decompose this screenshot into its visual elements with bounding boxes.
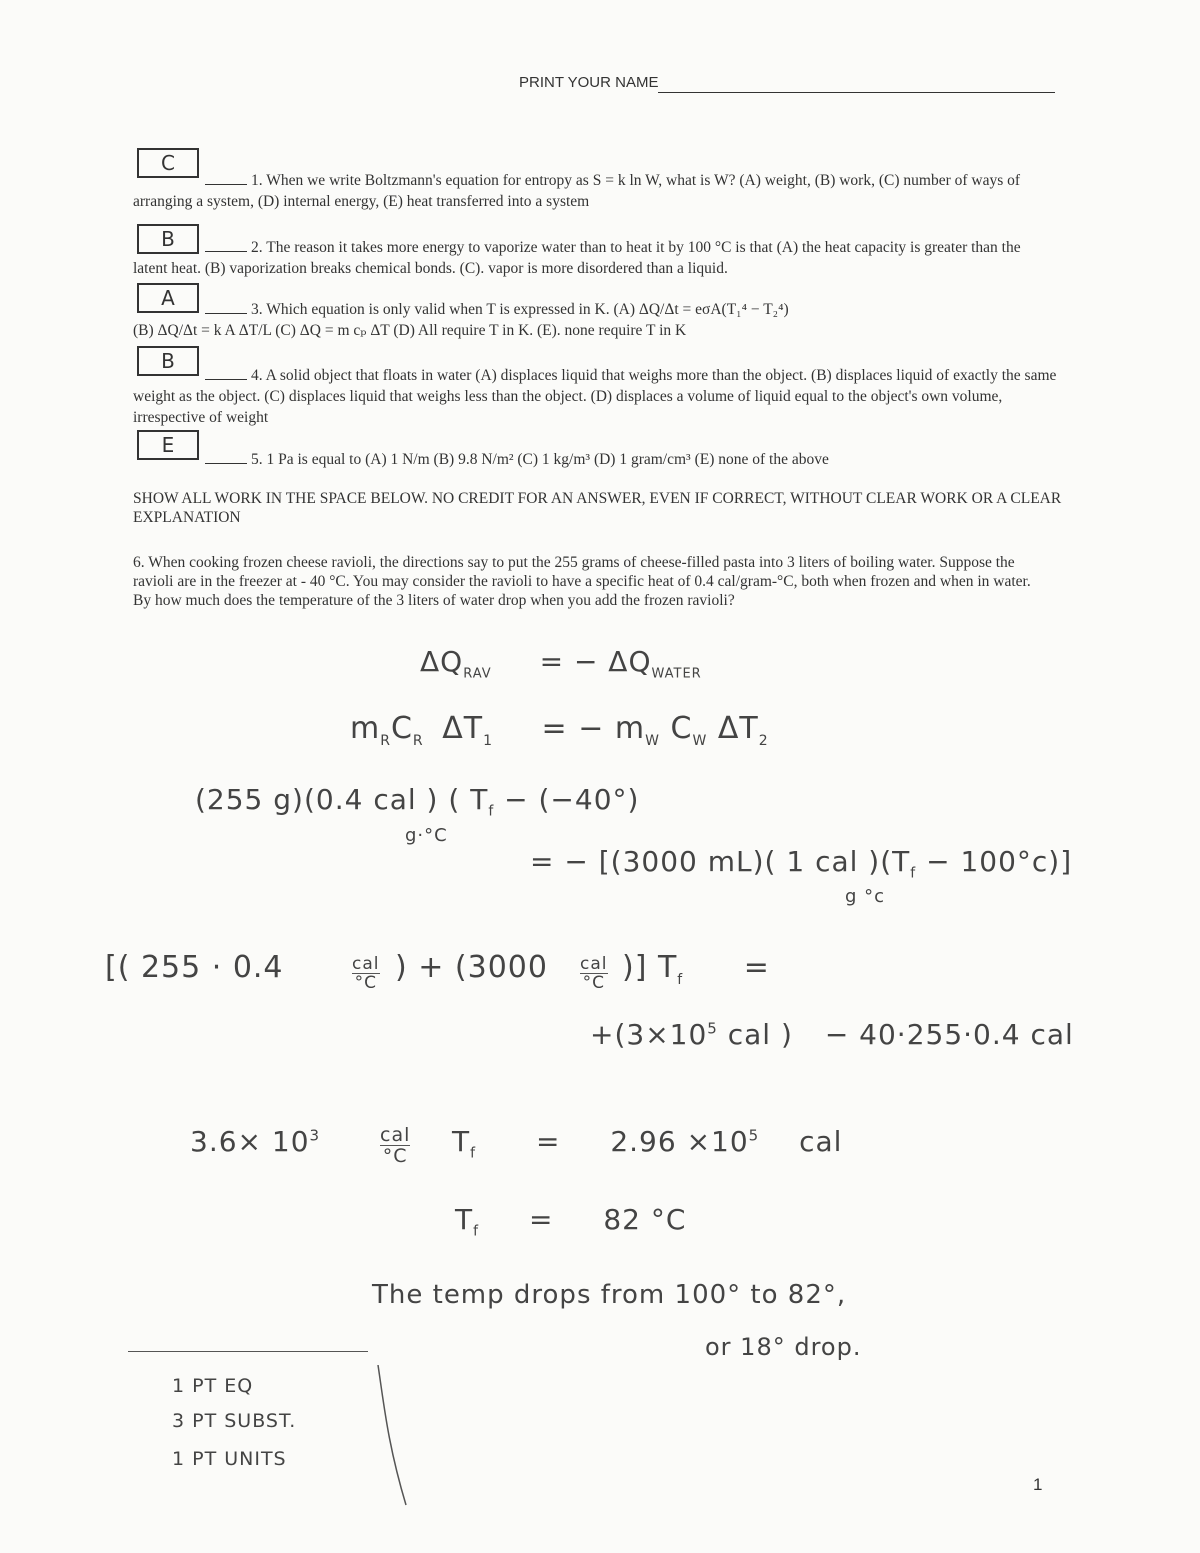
work-l2-rhs-c-sub: W: [692, 733, 708, 749]
work-line-7-lhs: [190, 1125, 320, 1158]
work-l2-dt-sub: 1: [483, 733, 493, 749]
work-l2-rhs-c: C: [670, 711, 693, 746]
question-number-5: 5.: [251, 451, 263, 468]
grading-line-1: 1 PT EQ: [172, 1375, 254, 1397]
answer-blank-3: [205, 313, 247, 314]
work-l7-t: T: [452, 1125, 471, 1158]
work-l7-t-sub: f: [470, 1145, 477, 1162]
work-l2-c-sub: R: [412, 733, 424, 749]
work-l7-coef: 3.6× 10: [190, 1125, 310, 1158]
conclusion-line-2: or 18° drop.: [705, 1333, 862, 1361]
question-number-1: 1.: [251, 172, 263, 189]
work-line-5-unit-a: [352, 955, 380, 992]
name-blank-line[interactable]: [658, 92, 1055, 93]
answer-box-3[interactable]: A: [137, 283, 199, 313]
grading-line-3: 1 PT UNITS: [172, 1448, 287, 1470]
work-line-7-rhs: [452, 1125, 842, 1162]
work-line-1: [420, 645, 702, 682]
work-line-5-close: [622, 950, 770, 988]
question-2: [133, 237, 1058, 279]
work-line-2: [350, 711, 769, 749]
work-l7-rhs-exp: 5: [748, 1126, 760, 1145]
work-line-3-unit: g·°C: [405, 825, 448, 846]
work-l2-m: m: [350, 711, 381, 746]
work-line-8: [455, 1203, 686, 1240]
work-l4-sub: f: [910, 865, 917, 882]
answer-box-2[interactable]: B: [137, 224, 199, 254]
work-l6-end: − 40·255·0.4 cal: [824, 1018, 1074, 1051]
work-l2-rhs-dt-sub: 2: [758, 733, 769, 749]
work-line-3: [195, 783, 639, 820]
work-l7-exp: 3: [309, 1126, 321, 1145]
answer-blank-1: [205, 184, 247, 185]
work-l3-end: − (−40°): [494, 783, 640, 816]
answer-blank-2: [205, 251, 247, 252]
work-line-7-unit: [380, 1125, 410, 1166]
page-number: 1: [1033, 1475, 1043, 1494]
work-line-4: [530, 845, 1072, 882]
work-l5-close: )] T: [622, 950, 678, 985]
answer-blank-5: [205, 463, 247, 464]
work-l8-t: T: [455, 1203, 474, 1236]
question-text-4: A solid object that floats in water (A) displaces liquid that weighs more than the object. (B) displaces liquid of exactly the same weight as the object. (C) displaces liquid that weighs less than the object. (D) displaces a volume of liquid equal to the object's own volume, irrespective of weight: [133, 367, 1057, 426]
work-l2-c: C: [390, 711, 413, 746]
question-number-3: 3.: [251, 301, 263, 318]
work-l5-sub: f: [677, 972, 684, 988]
question-text-1: When we write Boltzmann's equation for entropy as S = k ln W, what is W? (A) weight, (B) work, (C) number of ways of arranging a system, (D) internal energy, (E) heat transferred into a system: [133, 172, 1021, 210]
answer-box-4[interactable]: B: [137, 346, 199, 376]
question-number-4: 4.: [251, 367, 263, 384]
work-l4-rhs: = − [(3000 mL)( 1 cal )(T: [530, 845, 911, 878]
work-l7-cal: cal: [380, 1124, 411, 1146]
work-l4-end: − 100°c)]: [916, 845, 1073, 878]
work-l8-eq: =: [528, 1203, 554, 1236]
work-l2-m-sub: R: [380, 733, 391, 749]
work-l7-rhs-unit: cal: [799, 1125, 843, 1158]
work-l7-c: °C: [382, 1145, 408, 1167]
work-l7-rhs: 2.96 ×10: [610, 1125, 749, 1158]
work-l5-c: °C: [354, 973, 377, 993]
question-number-2: 2.: [251, 239, 263, 256]
question-3: [133, 299, 1058, 341]
work-l2-rhs-dt: ΔT: [717, 711, 759, 746]
work-instructions: SHOW ALL WORK IN THE SPACE BELOW. NO CREDIT FOR AN ANSWER, EVEN IF CORRECT, WITHOUT CLEAR WORK OR A CLEAR EXPLANATION: [133, 490, 1062, 526]
question-text-3: Which equation is only valid when T is expressed in K. (A) ΔQ/Δt = eσA(T₁⁴ − T₂⁴): [266, 301, 789, 318]
work-l3-sub: f: [488, 803, 495, 820]
work-l5-eq: =: [743, 950, 770, 985]
work-l8-rhs: 82 °C: [603, 1203, 687, 1236]
work-line-5: [105, 950, 284, 985]
conclusion-line-1: The temp drops from 100° to 82°,: [372, 1280, 847, 1310]
problem-6: 6. When cooking frozen cheese ravioli, the directions say to put the 255 grams of cheese-filled pasta into 3 liters of boiling water. Suppose the ravioli are in the freezer at - 40 °C. You may consider the ravioli to have a specific heat of 0.4 cal/gram-°C, both when frozen and when in water. By how much does the temperature of the 3 liters of water drop when you add the frozen ravioli?: [133, 554, 1031, 609]
question-1: [133, 170, 1058, 212]
work-line-6: [590, 1018, 1074, 1051]
grading-bracket-line: [370, 1365, 420, 1515]
question-text-5: 1 Pa is equal to (A) 1 N/m (B) 9.8 N/m² (C) 1 kg/m³ (D) 1 gram/cm³ (E) none of the above: [266, 451, 829, 468]
name-prompt: PRINT YOUR NAME: [519, 74, 659, 91]
work-l6-unit: cal ): [727, 1018, 793, 1051]
question-text-3-line2: (B) ΔQ/Δt = k A ΔT/L (C) ΔQ = m cₚ ΔT (D) All require T in K. (E). none require T in K: [133, 322, 687, 339]
question-text-2: The reason it takes more energy to vaporize water than to heat it by 100 °C is that (A) the heat capacity is greater than the latent heat. (B) vaporization breaks chemical bonds. (C). vapor is more disordered than a liquid.: [133, 239, 1021, 277]
answer-blank-4: [205, 379, 247, 380]
work-line-5-unit-b: [580, 955, 608, 992]
work-l1-rhs-sub: WATER: [651, 666, 702, 682]
question-4: [133, 365, 1058, 428]
answer-box-5[interactable]: E: [137, 430, 199, 460]
grading-line-2: 3 PT SUBST.: [172, 1410, 297, 1432]
work-l5-cal: cal: [352, 954, 380, 974]
work-l6-a: +(3×10: [590, 1018, 708, 1051]
work-l5-c2: °C: [582, 973, 605, 993]
work-l7-eq: =: [535, 1125, 561, 1158]
work-line-5-mid: ) + (3000: [395, 950, 548, 985]
work-l1-rhs: = − ΔQ: [539, 645, 652, 678]
work-line-4-unit: g °c: [845, 886, 886, 907]
work-l6-exp: 5: [707, 1019, 718, 1038]
work-l8-sub: f: [473, 1223, 480, 1240]
work-l2-rhs-m: = − m: [541, 711, 646, 746]
work-l2-rhs-m-sub: W: [645, 733, 660, 749]
work-l5-cal2: cal: [580, 954, 608, 974]
work-l2-dt: ΔT: [442, 711, 484, 746]
work-l1-lhs: ΔQ: [420, 645, 464, 678]
work-l5-open: [( 255 · 0.4: [105, 950, 284, 985]
grading-separator: [128, 1351, 368, 1352]
answer-box-1[interactable]: C: [137, 148, 199, 178]
work-l3-lhs: (255 g)(0.4 cal ) ( T: [195, 783, 489, 816]
work-l1-lhs-sub: RAV: [463, 666, 492, 682]
question-5: [133, 449, 1058, 470]
